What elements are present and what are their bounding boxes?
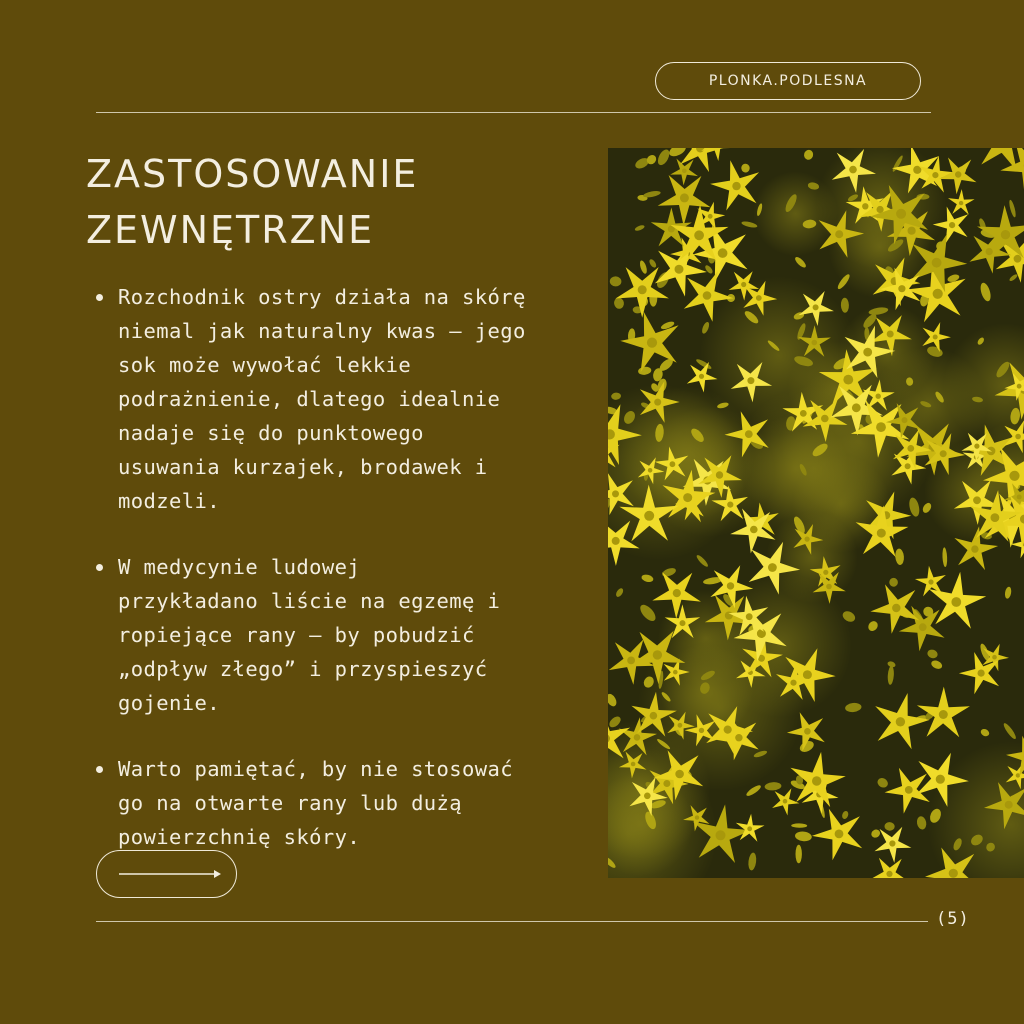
flower-center <box>939 710 948 719</box>
flower-center <box>703 291 712 300</box>
flower-center <box>826 584 832 590</box>
flower-center <box>877 529 886 538</box>
flower-center <box>877 206 884 213</box>
flower-center <box>673 670 678 675</box>
bottom-divider <box>96 921 928 922</box>
flower-center <box>896 717 905 726</box>
flower-center <box>812 776 821 785</box>
flower-center <box>849 166 857 174</box>
flower-center <box>756 295 762 301</box>
flower-center <box>644 793 651 800</box>
flower-center <box>790 680 796 686</box>
flower-center <box>634 734 641 741</box>
flower-center <box>835 230 843 238</box>
flower-center <box>768 563 777 572</box>
flower-center <box>974 444 979 449</box>
bullet-item <box>96 280 586 518</box>
flower-center <box>631 762 636 767</box>
flower-center <box>680 193 689 202</box>
flower-center <box>783 799 788 804</box>
flower-center <box>747 826 752 831</box>
flower-center <box>725 612 733 620</box>
flower-center <box>1017 495 1022 500</box>
flower-center <box>823 570 828 575</box>
flower-center <box>716 471 723 478</box>
brand-handle-pill[interactable] <box>655 62 921 100</box>
flower-center <box>1015 434 1021 440</box>
bullet-line: niemal jak naturalny kwas – jego <box>118 319 526 343</box>
flower-center <box>638 285 647 294</box>
bullet-line: nadaje się do punktowego <box>118 421 424 445</box>
flower-center <box>670 461 676 467</box>
flower-center <box>675 770 684 779</box>
bullet-line: przykładano liście na egzemę i <box>118 589 501 613</box>
flower-center <box>949 222 955 228</box>
flower-center <box>741 282 746 287</box>
flower-center <box>852 403 861 412</box>
flower-center <box>1009 471 1019 481</box>
flower-center <box>863 348 872 357</box>
page-number: (5) <box>936 909 970 929</box>
flower-center <box>708 214 713 219</box>
flower-center <box>673 589 681 597</box>
title-line-2: ZEWNĘTRZNE <box>86 208 375 252</box>
flower-center <box>907 445 914 452</box>
flower-center <box>973 496 981 504</box>
flower-center <box>892 604 900 612</box>
flower-center <box>678 723 683 728</box>
flower-center <box>986 248 993 255</box>
next-button[interactable] <box>96 850 237 898</box>
flower-center <box>908 227 916 235</box>
flower-center <box>612 490 619 497</box>
flower-center <box>680 620 686 626</box>
leaf-shape <box>796 845 802 864</box>
top-divider <box>96 112 931 113</box>
flower-center <box>889 840 895 846</box>
flower-center <box>813 304 819 310</box>
flower-center <box>919 623 927 631</box>
flower-center <box>876 422 886 432</box>
flower-center <box>862 203 868 209</box>
bullet-dot-icon <box>96 564 103 571</box>
bullet-dot-icon <box>96 766 103 773</box>
bullet-line: gojenie. <box>118 691 220 715</box>
flower-center <box>905 786 913 794</box>
bullet-line: powierzchnię skóry. <box>118 825 361 849</box>
flower-center <box>750 526 758 534</box>
flower-center <box>805 537 810 542</box>
bullet-list <box>96 280 586 886</box>
bullet-line: modzeli. <box>118 489 220 513</box>
flower-center <box>653 650 662 659</box>
flower-center <box>650 712 658 720</box>
flower-center <box>745 430 753 438</box>
flower-center <box>747 377 754 384</box>
flower-center <box>718 248 728 258</box>
flower-center <box>1017 384 1022 389</box>
flower-center <box>905 463 911 469</box>
flower-center <box>724 726 732 734</box>
flower-center <box>898 285 905 292</box>
flower-center <box>932 172 938 178</box>
flower-center <box>932 258 942 268</box>
flower-center <box>716 830 726 840</box>
flower-center <box>940 450 947 457</box>
flower-center <box>647 338 657 348</box>
flower-center <box>695 815 699 819</box>
flower-center <box>991 513 1000 522</box>
flower-center <box>951 597 961 607</box>
flower-center <box>933 289 943 299</box>
bullet-item <box>96 752 586 854</box>
flower-center <box>955 171 961 177</box>
sedum-flowers-photo <box>608 148 1024 878</box>
flower-center <box>887 331 894 338</box>
flower-center <box>992 655 997 660</box>
flower-center <box>735 734 742 741</box>
flower-center <box>800 410 807 417</box>
flower-center <box>812 340 818 346</box>
bullet-line: „odpływ złego” i przyspieszyć <box>118 657 488 681</box>
flower-center <box>746 613 753 620</box>
flower-center <box>675 265 684 274</box>
flower-center <box>902 417 908 423</box>
flower-center <box>876 394 881 399</box>
bullet-line: podrażnienie, dlatego idealnie <box>118 387 501 411</box>
flower-center <box>978 670 985 677</box>
bullet-dot-icon <box>96 294 103 301</box>
flower-illustration <box>608 148 1024 878</box>
flower-center <box>732 182 740 190</box>
arrow-right-icon <box>119 868 223 880</box>
bullet-line: Warto pamiętać, by nie stosować <box>118 757 514 781</box>
flower-center <box>1014 255 1022 263</box>
flower-center <box>627 657 635 665</box>
flower-center <box>644 511 654 521</box>
flower-center <box>804 728 811 735</box>
bullet-line: Rozchodnik ostry działa na skórę <box>118 285 526 309</box>
flower-center <box>699 728 704 733</box>
bullet-line: ropiejące rany – by pobudzić <box>118 623 475 647</box>
flower-center <box>928 579 933 584</box>
flower-center <box>1005 801 1013 809</box>
bullet-line: go na otwarte rany lub dużą <box>118 791 463 815</box>
flower-center <box>933 335 938 340</box>
flower-center <box>612 537 620 545</box>
brand-handle: PLONKA.PODLESNA <box>708 73 868 89</box>
flower-center <box>886 871 892 877</box>
bullet-line: sok może wywołać lekkie <box>118 353 412 377</box>
title-line-1: ZASTOSOWANIE <box>86 152 419 196</box>
bullet-line: W medycynie ludowej <box>118 555 361 579</box>
flower-center <box>727 582 734 589</box>
flower-center <box>843 375 853 385</box>
flower-center <box>959 201 963 205</box>
flower-center <box>936 775 945 784</box>
flower-center <box>683 493 692 502</box>
flower-center <box>803 670 812 679</box>
flower-center <box>699 374 704 379</box>
flower-center <box>949 869 958 878</box>
bullet-line: usuwania kurzajek, brodawek i <box>118 455 488 479</box>
flower-center <box>971 545 978 552</box>
flower-center <box>821 415 829 423</box>
flower-center <box>727 502 733 508</box>
flower-center <box>663 780 670 787</box>
flower-center <box>1001 230 1010 239</box>
flower-center <box>648 468 653 473</box>
flower-center <box>757 629 766 638</box>
page-title <box>86 146 586 258</box>
flower-center <box>835 830 844 839</box>
flower-center <box>654 399 661 406</box>
flower-center <box>896 209 906 219</box>
flower-center <box>682 169 687 174</box>
flower-center <box>694 230 704 240</box>
bullet-item <box>96 550 586 720</box>
